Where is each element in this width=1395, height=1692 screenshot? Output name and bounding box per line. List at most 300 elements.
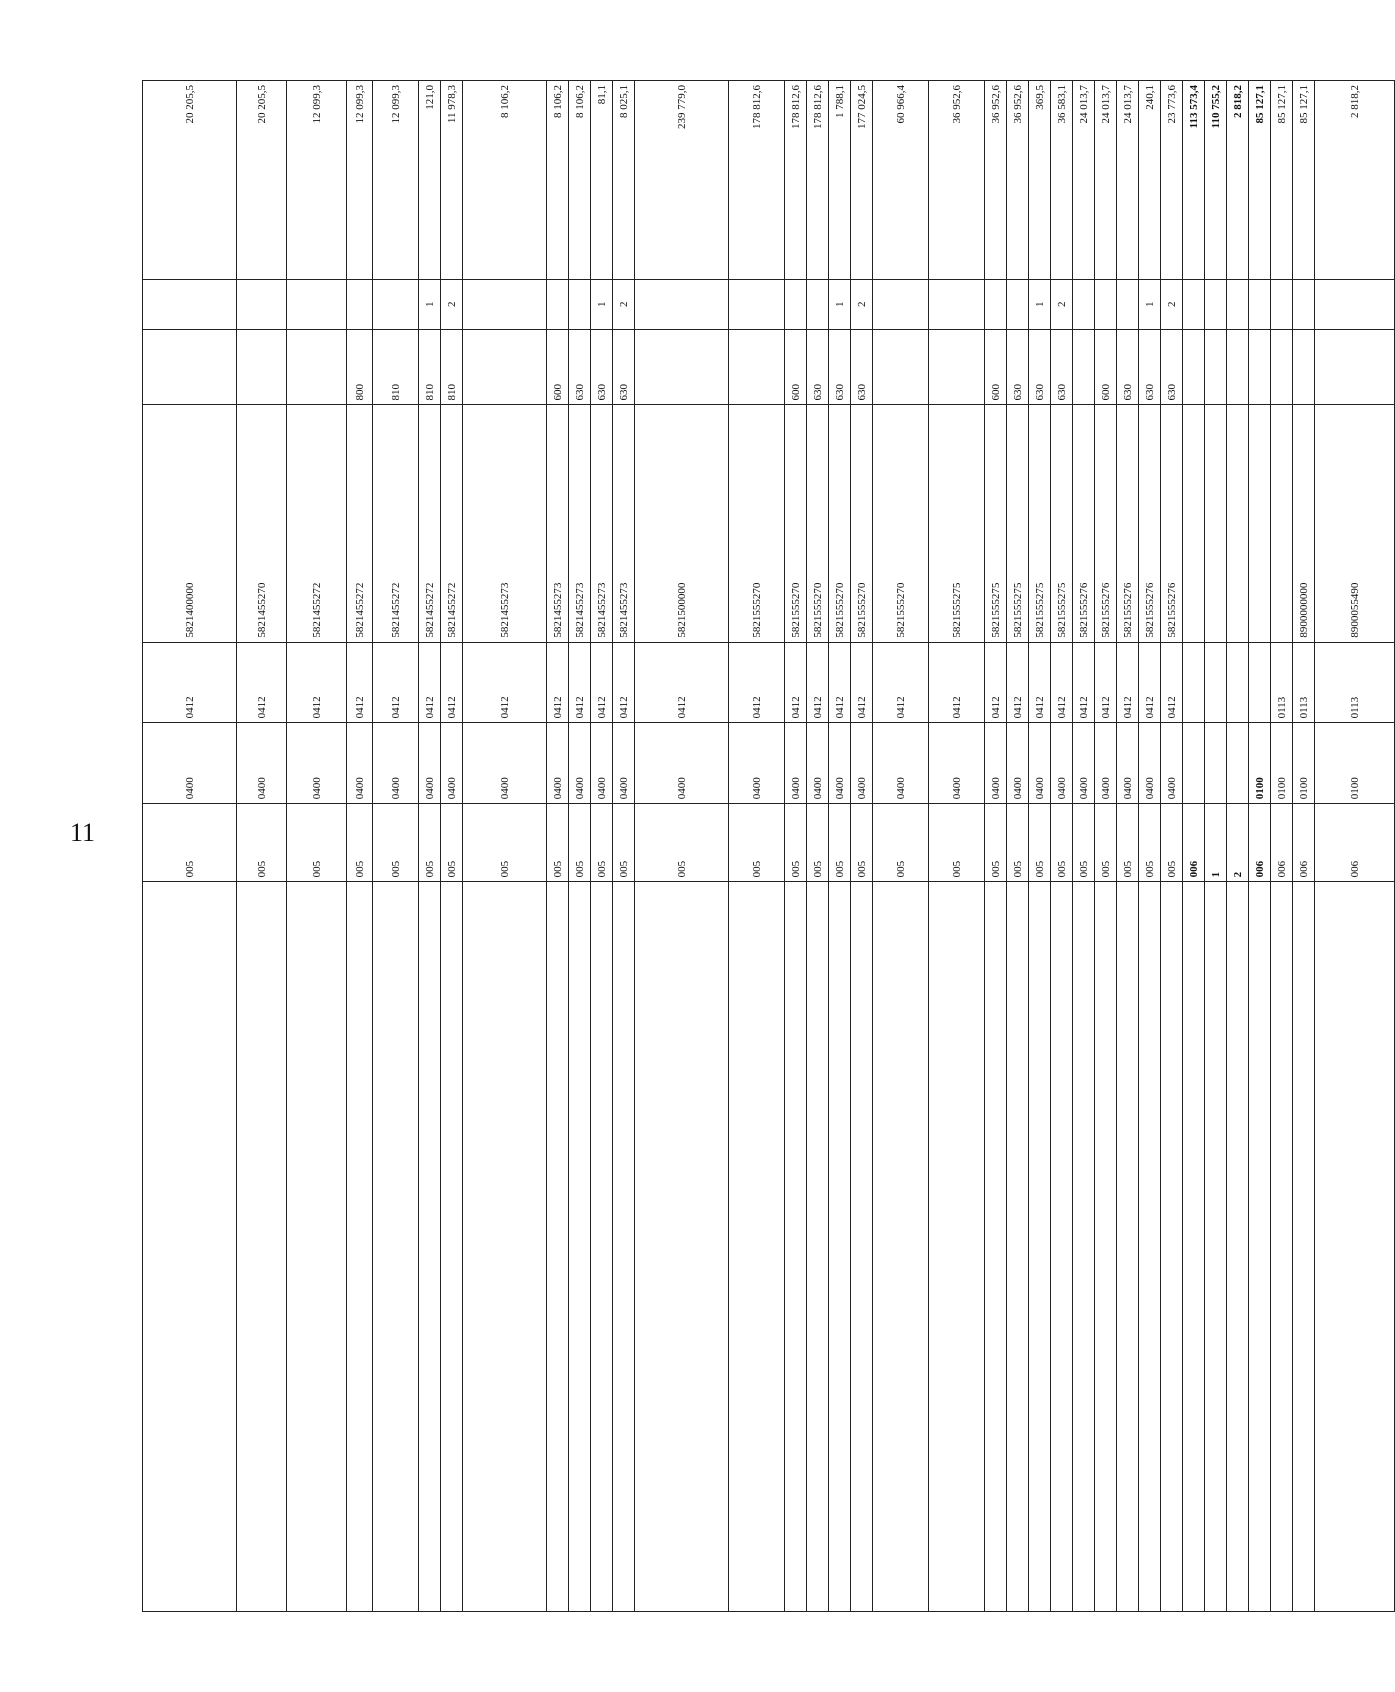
funding-source-code: 1 — [1139, 279, 1161, 329]
item-name — [591, 882, 613, 1612]
expense-type-code: 630 — [829, 329, 851, 405]
ministry-code: 005 — [373, 804, 419, 882]
amount: 2 818,2 — [1227, 81, 1249, 280]
section-code: 0400 — [873, 723, 929, 804]
section-code: 0400 — [729, 723, 785, 804]
ministry-code: 005 — [1117, 804, 1139, 882]
ministry-code: 005 — [851, 804, 873, 882]
table-row — [347, 81, 373, 1612]
table-row — [1315, 81, 1395, 1612]
subsection-code: 0412 — [373, 642, 419, 723]
table-row — [1271, 81, 1293, 1612]
item-name — [237, 882, 287, 1612]
section-code: 0400 — [1029, 723, 1051, 804]
expense-type-code — [1271, 329, 1293, 405]
ministry-code: 005 — [1051, 804, 1073, 882]
section-code: 0400 — [785, 723, 807, 804]
target-article-code: 5821455272 — [373, 405, 419, 642]
funding-source-code — [237, 279, 287, 329]
expense-type-code: 810 — [441, 329, 463, 405]
target-article-code: 5821400000 — [143, 405, 237, 642]
amount: 24 013,7 — [1073, 81, 1095, 280]
target-article-code: 5821555270 — [851, 405, 873, 642]
target-article-code: 8900000000 — [1293, 405, 1315, 642]
ministry-code: 005 — [829, 804, 851, 882]
amount: 20 205,5 — [143, 81, 237, 280]
subsection-code: 0412 — [463, 642, 547, 723]
target-article-code: 5821455272 — [347, 405, 373, 642]
section-code: 0400 — [807, 723, 829, 804]
target-article-code: 5821555276 — [1139, 405, 1161, 642]
section-code: 0100 — [1249, 723, 1271, 804]
subsection-code: 0412 — [1095, 642, 1117, 723]
item-name — [1293, 882, 1315, 1612]
table-row — [1073, 81, 1095, 1612]
ministry-code: 005 — [419, 804, 441, 882]
section-code: 0400 — [237, 723, 287, 804]
subsection-code: 0412 — [237, 642, 287, 723]
funding-source-code — [985, 279, 1007, 329]
expense-type-code — [1293, 329, 1315, 405]
expense-type-code — [635, 329, 729, 405]
table-row — [569, 81, 591, 1612]
subsection-code: 0412 — [441, 642, 463, 723]
subsection-code: 0412 — [1051, 642, 1073, 723]
item-name — [1051, 882, 1073, 1612]
subsection-code: 0113 — [1315, 642, 1395, 723]
section-code: 0400 — [463, 723, 547, 804]
target-article-code: 5821555270 — [807, 405, 829, 642]
section-code: 0400 — [441, 723, 463, 804]
subsection-code: 0412 — [873, 642, 929, 723]
target-article-code: 5821455273 — [591, 405, 613, 642]
ministry-code: 005 — [873, 804, 929, 882]
subsection-code — [1227, 642, 1249, 723]
item-name — [1183, 882, 1205, 1612]
ministry-code: 005 — [441, 804, 463, 882]
subsection-code: 0412 — [985, 642, 1007, 723]
section-code: 0100 — [1315, 723, 1395, 804]
table-row — [873, 81, 929, 1612]
funding-source-code — [347, 279, 373, 329]
item-name — [1227, 882, 1249, 1612]
table-row — [729, 81, 785, 1612]
funding-source-code — [547, 279, 569, 329]
table-row — [591, 81, 613, 1612]
expense-type-code — [287, 329, 347, 405]
amount: 60 966,4 — [873, 81, 929, 280]
subsection-code: 0113 — [1271, 642, 1293, 723]
target-article-code: 5821555276 — [1073, 405, 1095, 642]
target-article-code: 5821555270 — [785, 405, 807, 642]
subsection-code: 0412 — [1029, 642, 1051, 723]
section-code: 0400 — [287, 723, 347, 804]
subsection-code: 0412 — [785, 642, 807, 723]
expense-type-code: 630 — [591, 329, 613, 405]
table-row — [1117, 81, 1139, 1612]
table-row — [1007, 81, 1029, 1612]
item-name — [287, 882, 347, 1612]
section-code: 0400 — [1161, 723, 1183, 804]
page-number: 11 — [70, 818, 96, 847]
ministry-code: 006 — [1249, 804, 1271, 882]
target-article-code: 5821455272 — [419, 405, 441, 642]
expense-type-code — [463, 329, 547, 405]
amount: 369,5 — [1029, 81, 1051, 280]
subsection-code: 0412 — [929, 642, 985, 723]
amount: 20 205,5 — [237, 81, 287, 280]
amount: 12 099,3 — [287, 81, 347, 280]
funding-source-code — [287, 279, 347, 329]
section-code: 0400 — [591, 723, 613, 804]
ministry-code: 005 — [347, 804, 373, 882]
amount: 240,1 — [1139, 81, 1161, 280]
item-name — [1139, 882, 1161, 1612]
section-code: 0400 — [613, 723, 635, 804]
amount: 8 106,2 — [547, 81, 569, 280]
subsection-code — [1183, 642, 1205, 723]
ministry-code: 005 — [591, 804, 613, 882]
section-code: 0400 — [547, 723, 569, 804]
item-name — [635, 882, 729, 1612]
amount: 178 812,6 — [785, 81, 807, 280]
expense-type-code — [1227, 329, 1249, 405]
table-row — [1183, 81, 1205, 1612]
funding-source-code: 1 — [1029, 279, 1051, 329]
expense-type-code — [143, 329, 237, 405]
expense-type-code: 630 — [1051, 329, 1073, 405]
expense-type-code: 630 — [569, 329, 591, 405]
ministry-code: 005 — [463, 804, 547, 882]
ministry-code: 005 — [985, 804, 1007, 882]
item-name — [829, 882, 851, 1612]
subsection-code: 0113 — [1293, 642, 1315, 723]
funding-source-code — [1117, 279, 1139, 329]
item-name — [929, 882, 985, 1612]
subsection-code: 0412 — [807, 642, 829, 723]
expense-type-code: 630 — [613, 329, 635, 405]
expense-type-code — [873, 329, 929, 405]
target-article-code: 5821455270 — [237, 405, 287, 642]
item-name — [851, 882, 873, 1612]
target-article-code — [1205, 405, 1227, 642]
funding-source-code: 2 — [851, 279, 873, 329]
subsection-code: 0412 — [547, 642, 569, 723]
amount: 85 127,1 — [1271, 81, 1293, 280]
table-row — [1139, 81, 1161, 1612]
funding-source-code — [143, 279, 237, 329]
table-row — [1205, 81, 1227, 1612]
table-row — [373, 81, 419, 1612]
target-article-code: 5821555275 — [929, 405, 985, 642]
ministry-code: 005 — [237, 804, 287, 882]
table-row — [851, 81, 873, 1612]
amount: 12 099,3 — [347, 81, 373, 280]
amount: 12 099,3 — [373, 81, 419, 280]
target-article-code: 5821555275 — [985, 405, 1007, 642]
budget-table — [142, 80, 1395, 1612]
amount: 23 773,6 — [1161, 81, 1183, 280]
ministry-code: 005 — [613, 804, 635, 882]
funding-source-code — [635, 279, 729, 329]
item-name — [143, 882, 237, 1612]
expense-type-code: 630 — [851, 329, 873, 405]
funding-source-code — [1007, 279, 1029, 329]
section-code: 0400 — [1051, 723, 1073, 804]
funding-source-code: 1 — [591, 279, 613, 329]
ministry-code: 1 — [1205, 804, 1227, 882]
target-article-code: 5821455273 — [569, 405, 591, 642]
amount: 1 788,1 — [829, 81, 851, 280]
item-name — [547, 882, 569, 1612]
funding-source-code — [569, 279, 591, 329]
section-code — [1183, 723, 1205, 804]
funding-source-code: 1 — [419, 279, 441, 329]
amount: 81,1 — [591, 81, 613, 280]
ministry-code: 005 — [1161, 804, 1183, 882]
target-article-code — [1183, 405, 1205, 642]
target-article-code: 5821555276 — [1117, 405, 1139, 642]
funding-source-code: 1 — [829, 279, 851, 329]
item-name — [1095, 882, 1117, 1612]
amount: 110 755,2 — [1205, 81, 1227, 280]
item-name — [613, 882, 635, 1612]
table-row — [985, 81, 1007, 1612]
expense-type-code: 630 — [1161, 329, 1183, 405]
item-name — [1205, 882, 1227, 1612]
amount: 8 025,1 — [613, 81, 635, 280]
amount: 8 106,2 — [463, 81, 547, 280]
expense-type-code: 800 — [347, 329, 373, 405]
ministry-code: 006 — [1315, 804, 1395, 882]
table-row — [287, 81, 347, 1612]
ministry-code: 005 — [287, 804, 347, 882]
target-article-code: 5821555270 — [729, 405, 785, 642]
item-name — [463, 882, 547, 1612]
expense-type-code: 810 — [419, 329, 441, 405]
amount: 24 013,7 — [1117, 81, 1139, 280]
funding-source-code — [1073, 279, 1095, 329]
table-row — [419, 81, 441, 1612]
expense-type-code — [1073, 329, 1095, 405]
table-row — [237, 81, 287, 1612]
target-article-code: 8900055490 — [1315, 405, 1395, 642]
subsection-code: 0412 — [419, 642, 441, 723]
expense-type-code: 630 — [1029, 329, 1051, 405]
section-code: 0400 — [1117, 723, 1139, 804]
expense-type-code — [237, 329, 287, 405]
subsection-code: 0412 — [1161, 642, 1183, 723]
section-code: 0400 — [143, 723, 237, 804]
amount: 121,0 — [419, 81, 441, 280]
target-article-code: 5821555270 — [873, 405, 929, 642]
funding-source-code — [1249, 279, 1271, 329]
expense-type-code: 630 — [807, 329, 829, 405]
table-row — [829, 81, 851, 1612]
subsection-code: 0412 — [1139, 642, 1161, 723]
section-code — [1205, 723, 1227, 804]
table-row — [1249, 81, 1271, 1612]
funding-source-code: 2 — [1051, 279, 1073, 329]
funding-source-code — [373, 279, 419, 329]
section-code: 0400 — [1073, 723, 1095, 804]
table-row — [441, 81, 463, 1612]
target-article-code — [1271, 405, 1293, 642]
subsection-code: 0412 — [1073, 642, 1095, 723]
expense-type-code: 810 — [373, 329, 419, 405]
ministry-code: 005 — [569, 804, 591, 882]
table-row — [1227, 81, 1249, 1612]
target-article-code: 5821555276 — [1161, 405, 1183, 642]
amount: 36 952,6 — [1007, 81, 1029, 280]
target-article-code: 5821555275 — [1051, 405, 1073, 642]
expense-type-code: 600 — [785, 329, 807, 405]
ministry-code: 005 — [785, 804, 807, 882]
item-name — [807, 882, 829, 1612]
ministry-code: 005 — [143, 804, 237, 882]
expense-type-code — [929, 329, 985, 405]
table-row — [463, 81, 547, 1612]
item-name — [1249, 882, 1271, 1612]
subsection-code: 0412 — [1007, 642, 1029, 723]
ministry-code: 006 — [1183, 804, 1205, 882]
item-name — [419, 882, 441, 1612]
subsection-code: 0412 — [591, 642, 613, 723]
item-name — [1073, 882, 1095, 1612]
table-row — [1095, 81, 1117, 1612]
item-name — [785, 882, 807, 1612]
section-code: 0400 — [1007, 723, 1029, 804]
expense-type-code: 630 — [1007, 329, 1029, 405]
section-code: 0100 — [1271, 723, 1293, 804]
item-name — [347, 882, 373, 1612]
target-article-code: 5821500000 — [635, 405, 729, 642]
target-article-code: 5821555270 — [829, 405, 851, 642]
amount: 11 978,3 — [441, 81, 463, 280]
amount: 177 024,5 — [851, 81, 873, 280]
table-row — [1051, 81, 1073, 1612]
ministry-code: 005 — [547, 804, 569, 882]
section-code: 0400 — [1139, 723, 1161, 804]
ministry-code: 006 — [1271, 804, 1293, 882]
table-row — [929, 81, 985, 1612]
expense-type-code — [1315, 329, 1395, 405]
section-code: 0400 — [851, 723, 873, 804]
amount: 2 818,2 — [1315, 81, 1395, 280]
expense-type-code — [1183, 329, 1205, 405]
table-row — [547, 81, 569, 1612]
section-code: 0400 — [635, 723, 729, 804]
amount: 85 127,1 — [1293, 81, 1315, 280]
funding-source-code: 2 — [441, 279, 463, 329]
subsection-code: 0412 — [729, 642, 785, 723]
ministry-code: 005 — [1007, 804, 1029, 882]
item-name — [1117, 882, 1139, 1612]
subsection-code: 0412 — [635, 642, 729, 723]
table-row — [807, 81, 829, 1612]
table-row — [143, 81, 237, 1612]
subsection-code: 0412 — [1117, 642, 1139, 723]
section-code: 0400 — [985, 723, 1007, 804]
expense-type-code — [729, 329, 785, 405]
expense-type-code: 600 — [1095, 329, 1117, 405]
ministry-code: 005 — [1029, 804, 1051, 882]
expense-type-code: 600 — [547, 329, 569, 405]
target-article-code: 5821455272 — [287, 405, 347, 642]
section-code: 0400 — [419, 723, 441, 804]
subsection-code: 0412 — [613, 642, 635, 723]
subsection-code: 0412 — [287, 642, 347, 723]
section-code: 0400 — [1095, 723, 1117, 804]
item-name — [1007, 882, 1029, 1612]
item-name — [873, 882, 929, 1612]
target-article-code: 5821555275 — [1007, 405, 1029, 642]
subsection-code: 0412 — [829, 642, 851, 723]
subsection-code: 0412 — [569, 642, 591, 723]
subsection-code: 0412 — [143, 642, 237, 723]
target-article-code: 5821555276 — [1095, 405, 1117, 642]
table-row — [1293, 81, 1315, 1612]
funding-source-code: 2 — [613, 279, 635, 329]
funding-source-code — [1271, 279, 1293, 329]
amount: 36 952,6 — [929, 81, 985, 280]
target-article-code: 5821455273 — [613, 405, 635, 642]
amount: 36 952,6 — [985, 81, 1007, 280]
target-article-code: 5821555275 — [1029, 405, 1051, 642]
funding-source-code — [807, 279, 829, 329]
section-code — [1227, 723, 1249, 804]
item-name — [985, 882, 1007, 1612]
amount: 178 812,6 — [807, 81, 829, 280]
amount: 113 573,4 — [1183, 81, 1205, 280]
target-article-code: 5821455272 — [441, 405, 463, 642]
item-name — [1029, 882, 1051, 1612]
subsection-code — [1205, 642, 1227, 723]
target-article-code: 5821455273 — [547, 405, 569, 642]
funding-source-code — [1095, 279, 1117, 329]
target-article-code: 5821455273 — [463, 405, 547, 642]
amount: 85 127,1 — [1249, 81, 1271, 280]
expense-type-code — [1249, 329, 1271, 405]
table-body — [143, 81, 1395, 1612]
item-name — [729, 882, 785, 1612]
funding-source-code — [729, 279, 785, 329]
table-row — [785, 81, 807, 1612]
item-name — [373, 882, 419, 1612]
funding-source-code — [929, 279, 985, 329]
item-name — [1315, 882, 1395, 1612]
expense-type-code: 630 — [1117, 329, 1139, 405]
funding-source-code — [873, 279, 929, 329]
funding-source-code: 2 — [1161, 279, 1183, 329]
funding-source-code — [1315, 279, 1395, 329]
ministry-code: 005 — [807, 804, 829, 882]
table-row — [635, 81, 729, 1612]
section-code: 0400 — [373, 723, 419, 804]
target-article-code — [1249, 405, 1271, 642]
funding-source-code — [1205, 279, 1227, 329]
section-code: 0400 — [569, 723, 591, 804]
subsection-code: 0412 — [347, 642, 373, 723]
table-row — [1161, 81, 1183, 1612]
target-article-code — [1227, 405, 1249, 642]
funding-source-code — [463, 279, 547, 329]
ministry-code: 005 — [635, 804, 729, 882]
amount: 36 583,1 — [1051, 81, 1073, 280]
amount: 239 779,0 — [635, 81, 729, 280]
expense-type-code: 600 — [985, 329, 1007, 405]
section-code: 0100 — [1293, 723, 1315, 804]
